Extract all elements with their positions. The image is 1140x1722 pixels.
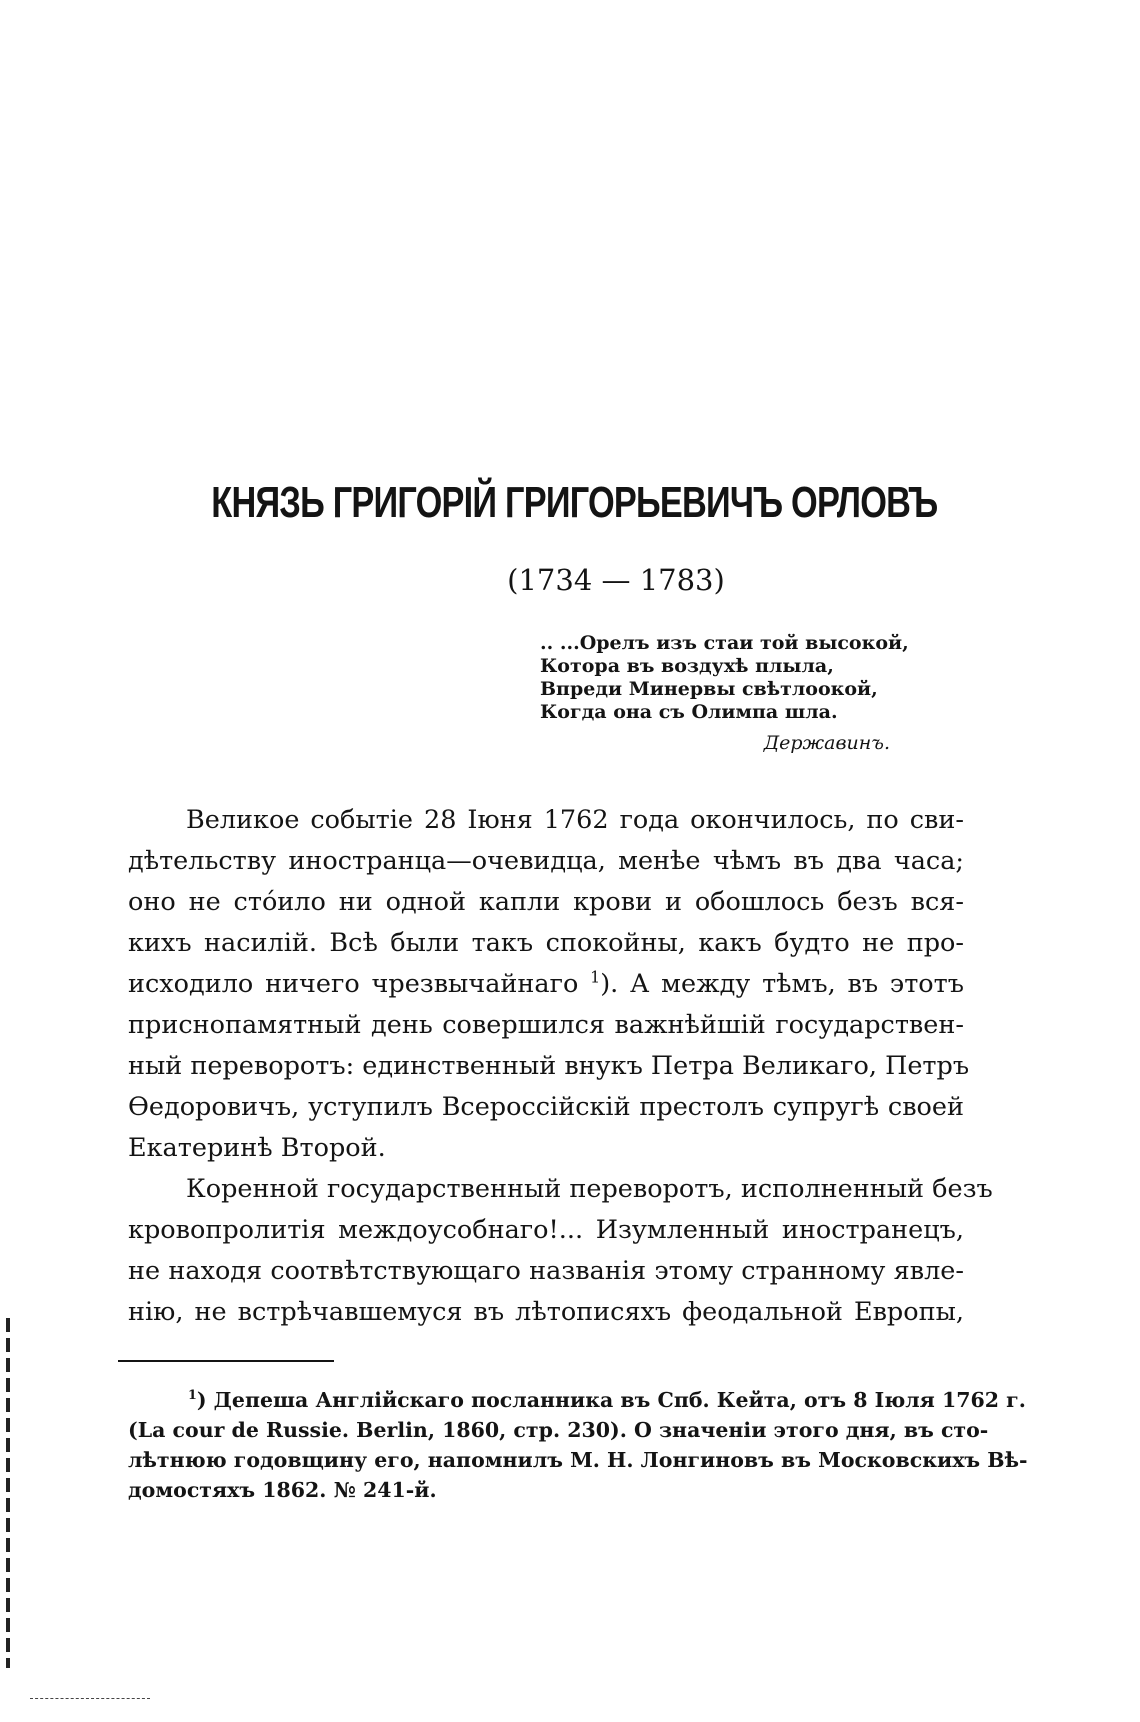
body-line: дѣтельству иностранца—очевидца, менѣе чѣмъ въ два часа; (128, 846, 964, 876)
body-line-part: ). А между тѣмъ, въ этотъ (600, 969, 964, 999)
epigraph-line: Впреди Минервы свѣтлоокой, (540, 678, 878, 700)
body-line: Екатеринѣ Второй. (128, 1133, 386, 1163)
footnote-line (128, 1385, 1026, 1415)
epigraph (540, 632, 920, 755)
chapter-years: (1734 — 1783) (507, 563, 725, 597)
epigraph-line: .. ...Орелъ изъ стаи той высокой, (540, 632, 909, 654)
epigraph-line: Котора въ воздухѣ плыла, (540, 655, 834, 677)
body-text (128, 800, 993, 1333)
epigraph-author: Державинъ. (763, 732, 890, 754)
body-line: Коренной государственный переворотъ, исполненный безъ (186, 1174, 993, 1204)
footnote-divider (118, 1360, 334, 1362)
footnote-line: (La cour de Russie. Berlin, 1860, стр. 230). О значеніи этого дня, въ сто- (128, 1418, 989, 1442)
body-line: оно не стóило ни одной капли крови и обошлось безъ вся- (128, 887, 964, 917)
footnote (128, 1385, 1028, 1505)
footnote-mark: 1 (188, 1387, 197, 1403)
body-line: кровопролитія междоусобнаго!... Изумленный иностранецъ, (128, 1215, 964, 1245)
footnote-reference[interactable]: 1 (590, 967, 601, 987)
chapter-title: КНЯЗЬ ГРИГОРІЙ ГРИГОРЬЕВИЧЪ ОРЛОВЪ (211, 478, 938, 527)
body-line: Великое событіе 28 Іюня 1762 года окончилось, по сви- (186, 805, 964, 835)
footnote-line: лѣтнюю годовщину его, напомнилъ М. Н. Лонгиновъ въ Московскихъ Вѣ- (128, 1448, 1028, 1472)
scan-edge-mark (6, 1318, 10, 1668)
epigraph-line: Когда она съ Олимпа шла. (540, 701, 838, 723)
body-line (128, 964, 964, 1005)
footnote-line-part: ) Депеша Англійскаго посланника въ Спб. Кейта, отъ 8 Іюля 1762 г. (196, 1388, 1026, 1412)
body-line: Ѳедоровичъ, уступилъ Всероссійскій престолъ супругѣ своей (128, 1092, 964, 1122)
body-line: нію, не встрѣчавшемуся въ лѣтописяхъ феодальной Европы, (128, 1297, 964, 1327)
body-line: ный переворотъ: единственный внукъ Петра Великаго, Петръ (128, 1051, 970, 1081)
body-line: кихъ насилій. Всѣ были такъ спокойны, какъ будто не про- (128, 928, 964, 958)
footnote-line: домостяхъ 1862. № 241-й. (128, 1478, 437, 1502)
body-line: не находя соотвѣтствующаго названія этому странному явле- (128, 1256, 964, 1286)
scan-bottom-dash (30, 1698, 150, 1699)
body-line: приснопамятный день совершился важнѣйшій государствен- (128, 1010, 964, 1040)
body-line-part: исходило ничего чрезвычайнаго (128, 969, 579, 999)
